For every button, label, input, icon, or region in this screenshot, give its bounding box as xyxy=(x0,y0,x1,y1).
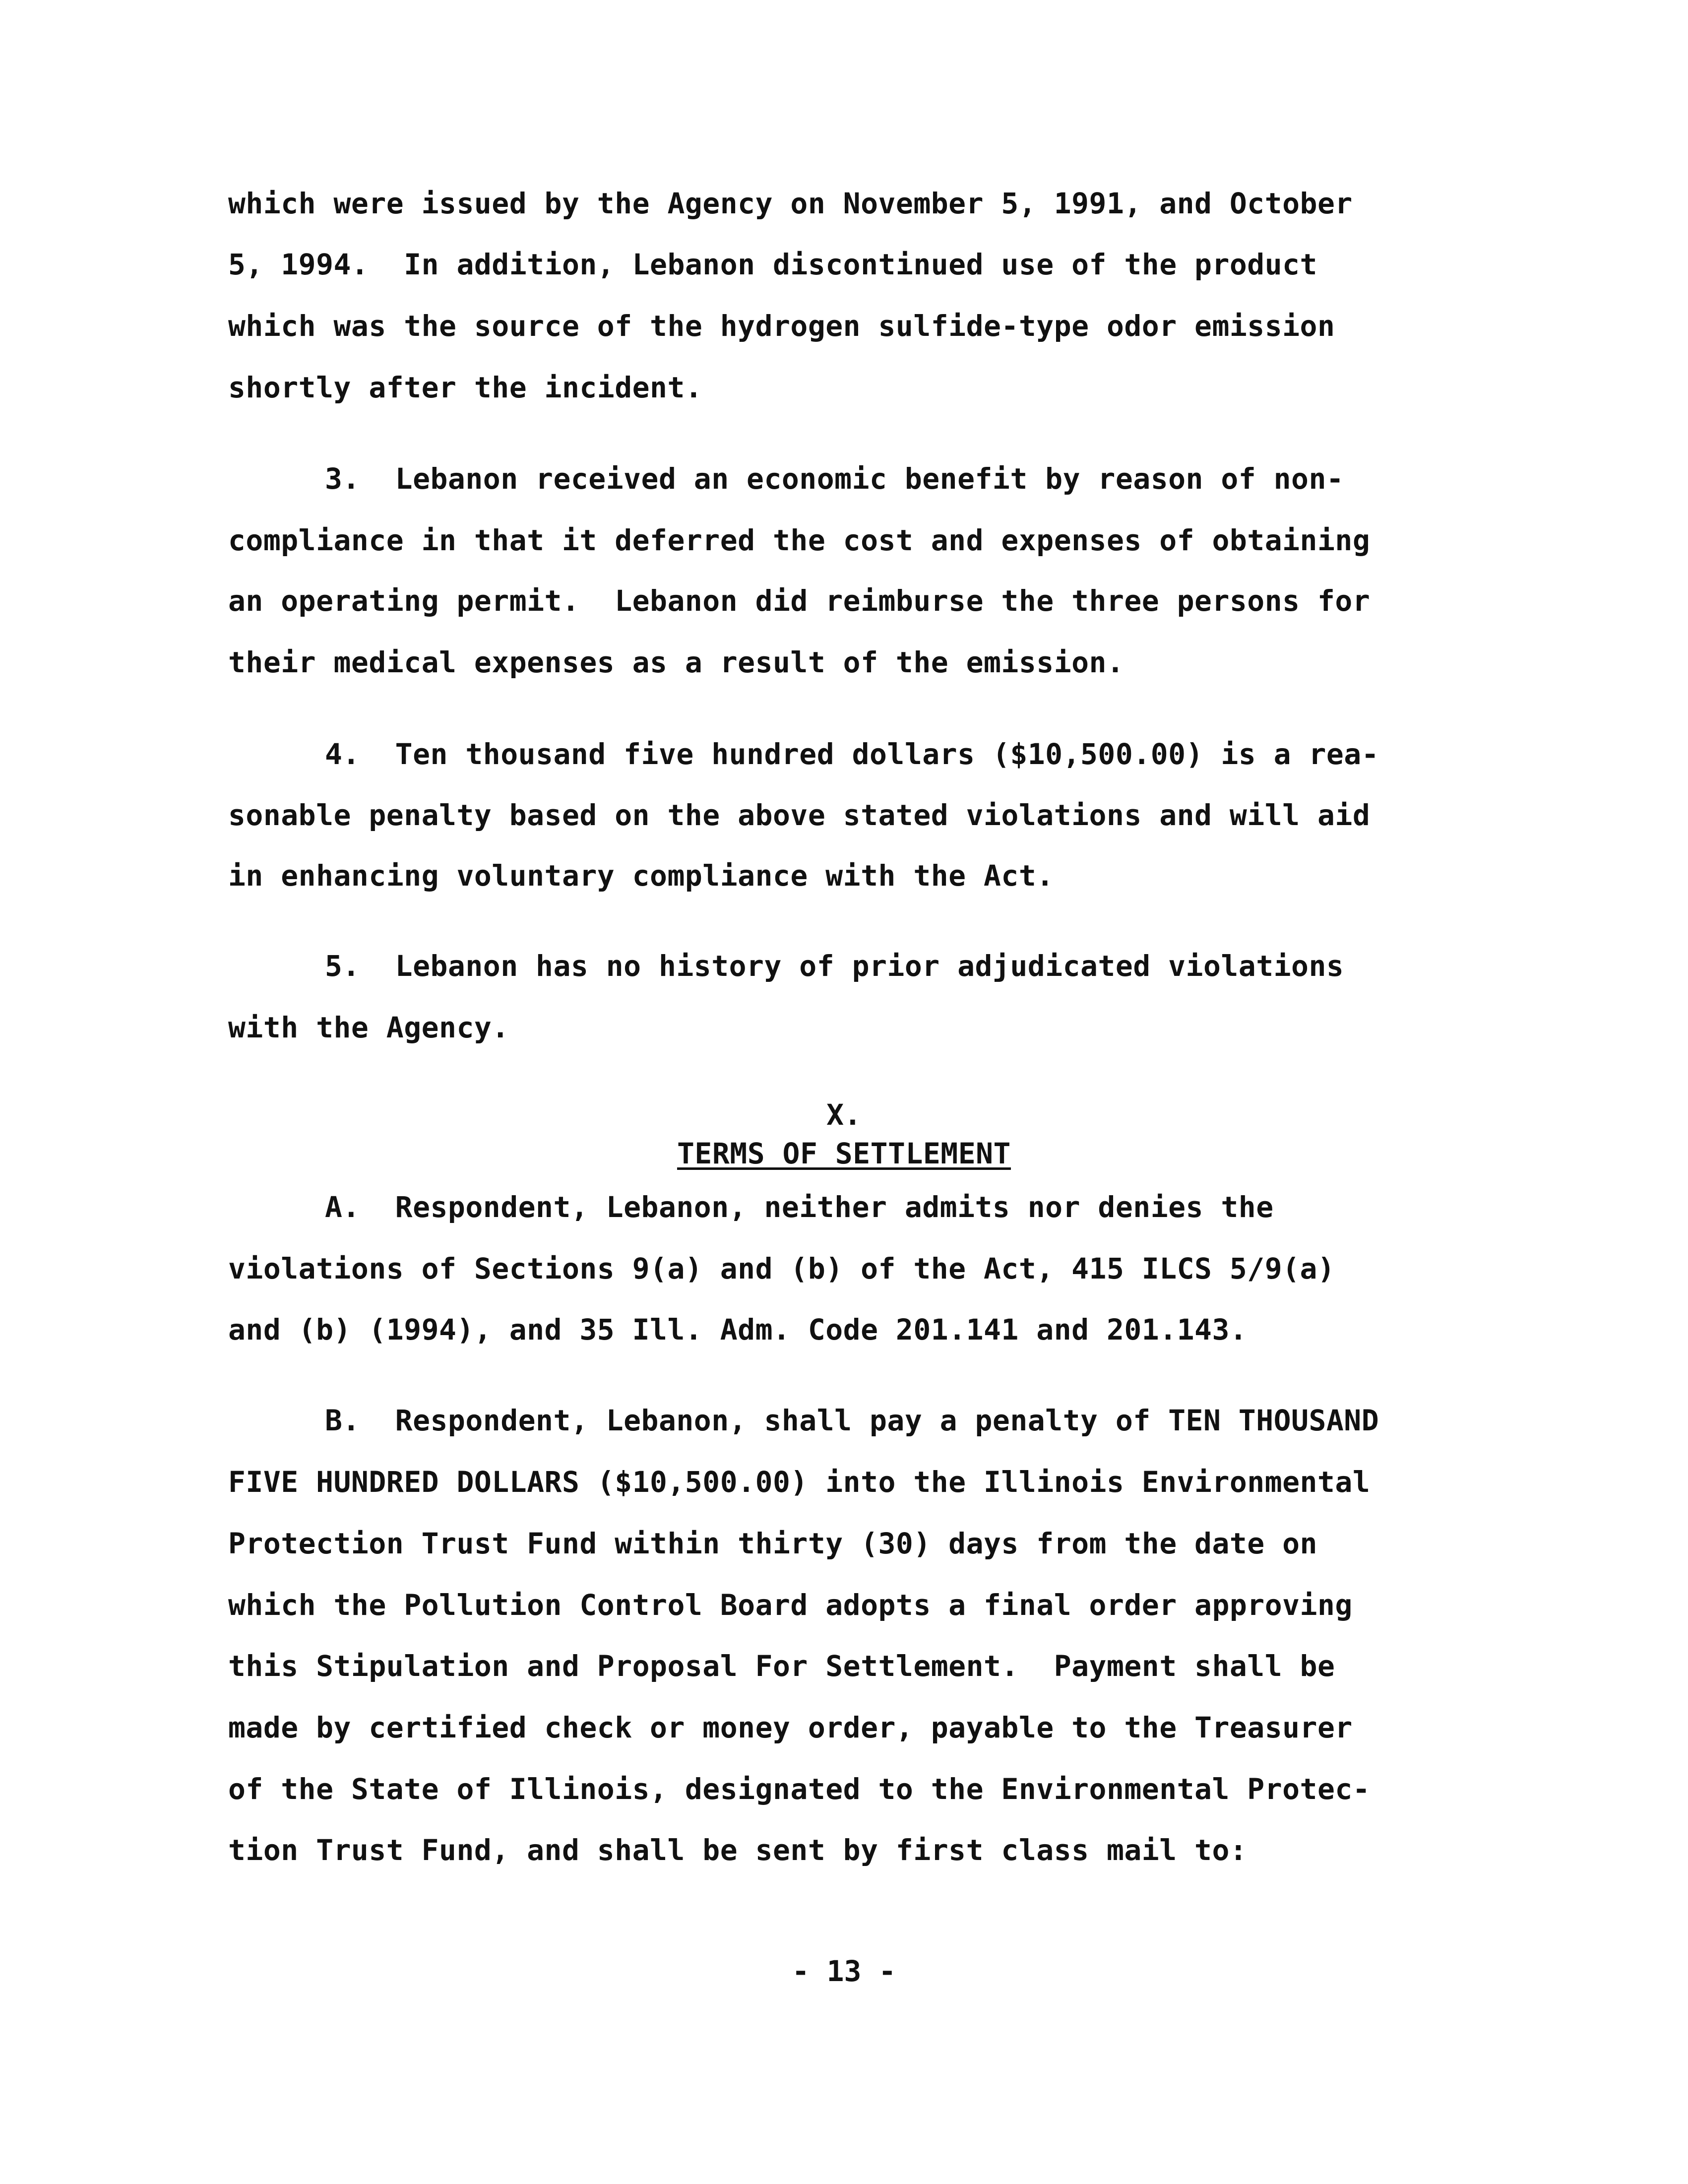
text-line: of the State of Illinois, designated to the Environmental Protec- xyxy=(228,1772,1371,1806)
text-line: compliance in that it deferred the cost and expenses of obtaining xyxy=(228,523,1371,557)
text-line: made by certified check or money order, payable to the Treasurer xyxy=(228,1711,1353,1744)
text-line: violations of Sections 9(a) and (b) of the Act, 415 ILCS 5/9(a) xyxy=(228,1252,1335,1285)
text-line: tion Trust Fund, and shall be sent by first class mail to: xyxy=(228,1833,1248,1867)
page-number: - 13 - xyxy=(792,1954,896,1988)
text-line: sonable penalty based on the above stated violations and will aid xyxy=(228,798,1371,832)
text-line: with the Agency. xyxy=(228,1011,509,1044)
text-line: 5. Lebanon has no history of prior adjudicated violations xyxy=(325,949,1344,983)
text-line: and (b) (1994), and 35 Ill. Adm. Code 201.141 and 201.143. xyxy=(228,1313,1248,1347)
text-line: which were issued by the Agency on November 5, 1991, and October xyxy=(228,187,1353,220)
text-line: which the Pollution Control Board adopts a final order approving xyxy=(228,1588,1353,1622)
text-line: their medical expenses as a result of the emission. xyxy=(228,645,1125,679)
section-number: X. xyxy=(826,1098,862,1132)
text-line: 3. Lebanon received an economic benefit by reason of non- xyxy=(325,462,1344,496)
text-line: A. Respondent, Lebanon, neither admits nor denies the xyxy=(325,1190,1274,1224)
section-title-text: TERMS OF SETTLEMENT xyxy=(677,1137,1011,1170)
text-line: which was the source of the hydrogen sulfide-type odor emission xyxy=(228,309,1335,343)
text-line: this Stipulation and Proposal For Settlement. Payment shall be xyxy=(228,1649,1335,1683)
text-line: B. Respondent, Lebanon, shall pay a penalty of TEN THOUSAND xyxy=(325,1404,1379,1437)
text-line: in enhancing voluntary compliance with the Act. xyxy=(228,859,1054,893)
section-title xyxy=(0,1136,1688,1171)
text-line: shortly after the incident. xyxy=(228,371,703,404)
text-line: 4. Ten thousand five hundred dollars ($10,500.00) is a rea- xyxy=(325,737,1379,771)
text-line: 5, 1994. In addition, Lebanon discontinued use of the product xyxy=(228,248,1317,281)
text-line: Protection Trust Fund within thirty (30) days from the date on xyxy=(228,1527,1317,1560)
text-line: an operating permit. Lebanon did reimburse the three persons for xyxy=(228,584,1371,618)
text-line: FIVE HUNDRED DOLLARS ($10,500.00) into the Illinois Environmental xyxy=(228,1465,1371,1499)
